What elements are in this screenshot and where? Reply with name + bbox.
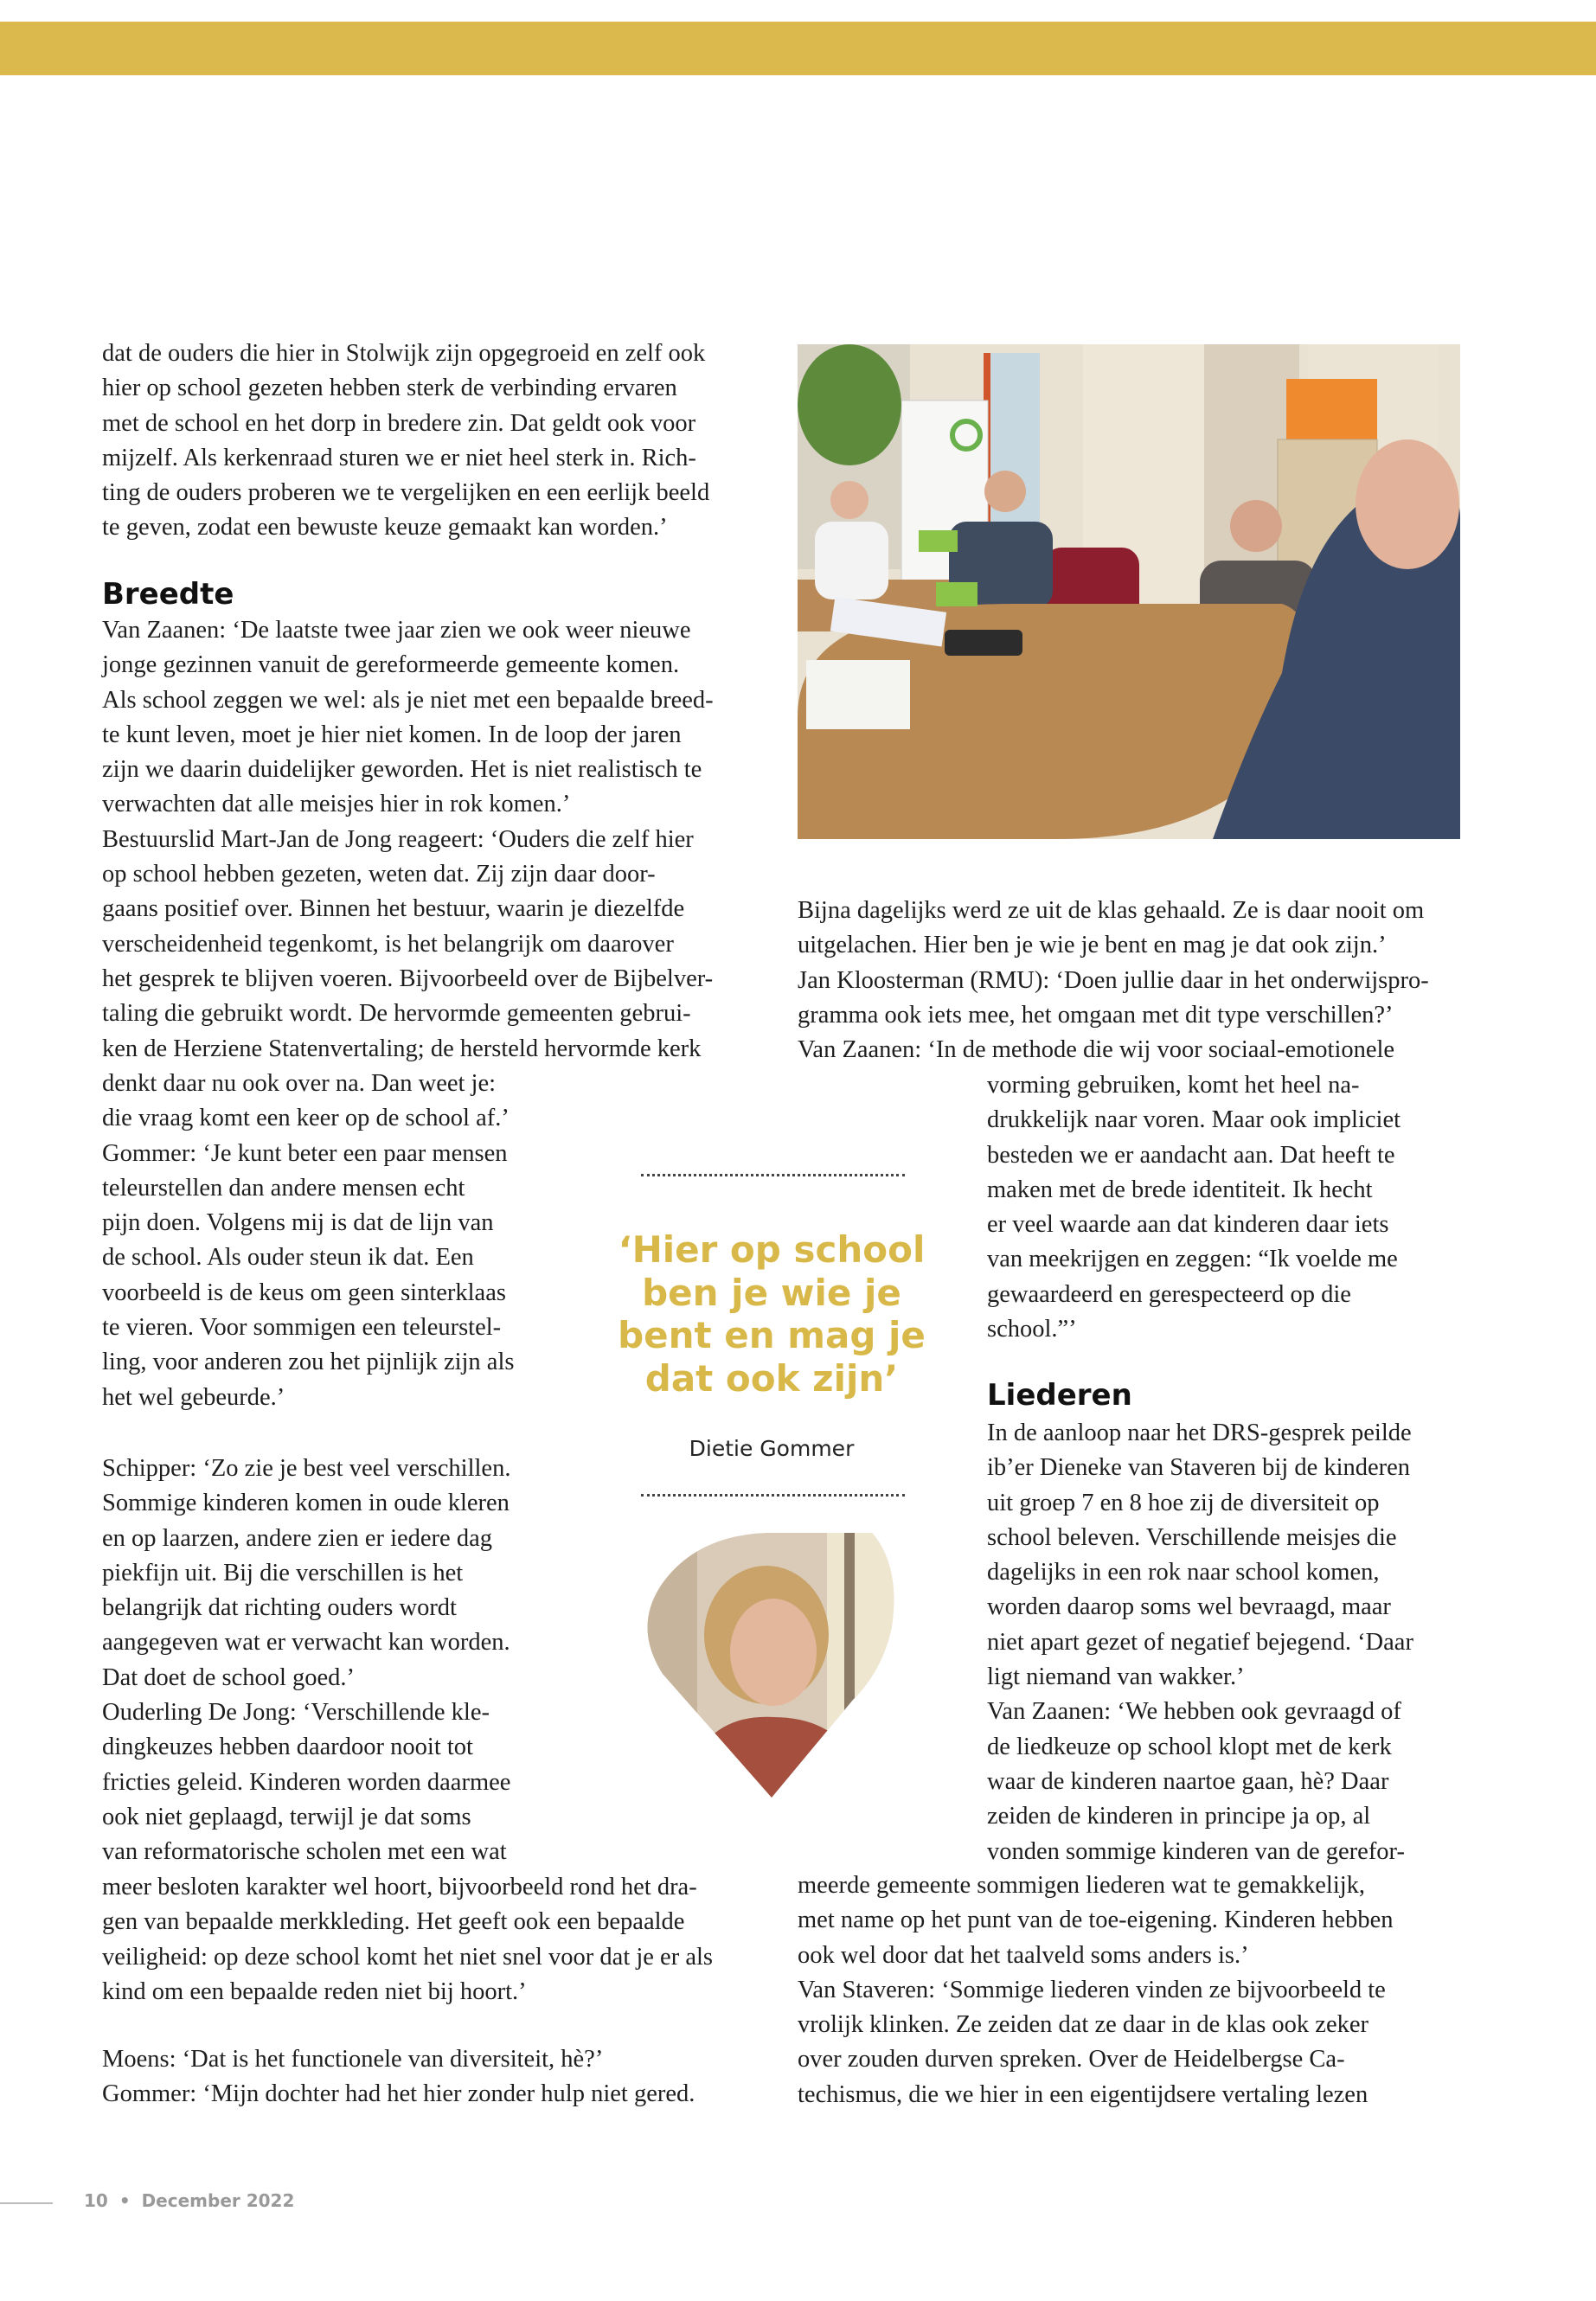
text-line: Ouderling De Jong: ‘Verschillende kle-: [102, 1699, 490, 1727]
text-line: jonge gezinnen vanuit de gereformeerde gemeente komen.: [102, 651, 680, 679]
text-line: gewaardeerd en gerespecteerd op die: [987, 1280, 1351, 1308]
text-line: te vieren. Voor sommigen een teleurstel-: [102, 1314, 502, 1342]
text-line: niet apart gezet of negatief bejegend. ‘Daar: [987, 1628, 1413, 1656]
text-line: verwachten dat alle meisjes hier in rok komen.’: [102, 791, 571, 818]
meeting-photo: [798, 344, 1460, 839]
text-line: uitgelachen. Hier ben je wie je bent en mag je dat ook zijn.’: [798, 932, 1387, 959]
text-line: de school. Als ouder steun ik dat. Een: [102, 1244, 474, 1272]
text-line: ib’er Dieneke van Staveren bij de kinderen: [987, 1454, 1411, 1482]
text-line: hier op school gezeten hebben sterk de verbinding ervaren: [102, 375, 677, 402]
text-line: met de school en het dorp in bredere zin. Dat geldt ook voor: [102, 409, 696, 437]
text-line: zijn we daarin duidelijker geworden. Het is niet realistisch te: [102, 756, 702, 784]
text-line: op school hebben gezeten, weten dat. Zij zijn daar door-: [102, 861, 656, 888]
text-line: Gommer: ‘Je kunt beter een paar mensen: [102, 1139, 508, 1167]
text-line: vonden sommige kinderen van de gerefor-: [987, 1837, 1405, 1865]
text-line: Als school zeggen we wel: als je niet met een bepaalde breed-: [102, 686, 714, 714]
right-text-block-4: [798, 1868, 1394, 2112]
text-line: gramma ook iets mee, het omgaan met dit type verschillen?’: [798, 1001, 1394, 1029]
text-line: Bijna dagelijks werd ze uit de klas gehaald. Ze is daar nooit om: [798, 897, 1425, 924]
text-line: Van Zaanen: ‘In de methode die wij voor sociaal-emotionele: [798, 1036, 1395, 1064]
text-line: er veel waarde aan dat kinderen daar iets: [987, 1211, 1389, 1239]
quote-divider-top: [641, 1174, 905, 1176]
text-line: vorming gebruiken, komt het heel na-: [987, 1072, 1360, 1099]
text-line: teleurstellen dan andere mensen echt: [102, 1174, 465, 1202]
top-accent-bar: [0, 22, 1596, 75]
left-text-block-3: [102, 1067, 514, 1415]
quote-divider-bottom: [641, 1494, 905, 1497]
page-footer: [84, 2190, 294, 2211]
text-line: ken de Herziene Statenvertaling; de hersteld hervormde kerk: [102, 1035, 702, 1062]
text-line: het gesprek te blijven voeren. Bijvoorbeeld over de Bijbelver-: [102, 965, 714, 992]
text-line: ook niet geplaagd, terwijl je dat soms: [102, 1803, 471, 1830]
text-line: verscheidenheid tegenkomt, is het belangrijk om daarover: [102, 930, 674, 958]
pull-quote: ‘Hier op school ben je wie je bent en mag je dat ook zijn’: [618, 1228, 926, 1400]
text-line: kind om een bepaalde reden niet bij hoort.’: [102, 1977, 527, 2005]
quote-attribution: Dietie Gommer: [689, 1436, 855, 1461]
text-line: dagelijks in een rok naar school komen,: [987, 1559, 1380, 1586]
text-line: te geven, zodat een bewuste keuze gemaakt kan worden.’: [102, 514, 668, 542]
text-line: techismus, die we hier in een eigentijdsere vertaling lezen: [798, 2080, 1368, 2108]
text-line: Van Zaanen: ‘We hebben ook gevraagd of: [987, 1698, 1401, 1726]
text-line: ling, voor anderen zou het pijnlijk zijn als: [102, 1349, 515, 1376]
text-line: taling die gebruikt wordt. De hervormde gemeenten gebrui-: [102, 1000, 691, 1028]
text-line: Sommige kinderen komen in oude kleren: [102, 1490, 510, 1517]
text-line: school beleven. Verschillende meisjes die: [987, 1523, 1397, 1551]
text-line: ook wel door dat het taalveld soms anders is.’: [798, 1941, 1249, 1969]
issue-date: December 2022: [141, 2190, 295, 2211]
page-number: 10: [84, 2190, 108, 2211]
text-line: Moens: ‘Dat is het functionele van diversiteit, hè?’: [102, 2046, 604, 2073]
text-line: ligt niemand van wakker.’: [987, 1663, 1245, 1691]
text-line: Bestuurslid Mart-Jan de Jong reageert: ‘Ouders die zelf hier: [102, 825, 694, 853]
text-line: aangegeven wat er verwacht kan worden.: [102, 1629, 510, 1657]
text-line: vrolijk klinken. Ze zeiden dat ze daar in de klas ook zeker: [798, 2011, 1368, 2039]
text-line: Van Zaanen: ‘De laatste twee jaar zien we ook weer nieuwe: [102, 617, 691, 644]
text-line: pijn doen. Volgens mij is dat de lijn van: [102, 1209, 494, 1237]
section-heading-liederen: Liederen: [987, 1378, 1132, 1413]
text-line: dingkeuzes hebben daardoor nooit tot: [102, 1734, 473, 1761]
text-line: piekfijn uit. Bij die verschillen is het: [102, 1559, 464, 1586]
text-line: fricties geleid. Kinderen worden daarmee: [102, 1768, 511, 1796]
left-text-block-2: [102, 613, 714, 1067]
text-line: ting de ouders proberen we te vergelijken en een eerlijk beeld: [102, 479, 710, 507]
right-text-block-1: [798, 894, 1429, 1067]
text-line: uit groep 7 en 8 hoe zij de diversiteit op: [987, 1489, 1380, 1516]
text-line: In de aanloop naar het DRS-gesprek peilde: [987, 1420, 1412, 1446]
text-line: over zouden durven spreken. Over de Heidelbergse Ca-: [798, 2046, 1345, 2073]
portrait-photo: [645, 1531, 898, 1799]
text-line: besteden we er aandacht aan. Dat heeft te: [987, 1141, 1395, 1169]
text-line: Schipper: ‘Zo zie je best veel verschillen.: [102, 1455, 511, 1482]
text-line: die vraag komt een keer op de school af.’: [102, 1105, 510, 1132]
text-line: gaans positief over. Binnen het bestuur, waarin je diezelfde: [102, 895, 685, 923]
text-line: denkt daar nu ook over na. Dan weet je:: [102, 1070, 497, 1097]
text-line: drukkelijk naar voren. Maar ook impliciet: [987, 1106, 1401, 1134]
text-line: worden daarop soms wel bevraagd, maar: [987, 1593, 1391, 1621]
section-heading-breedte: Breedte: [102, 577, 234, 612]
left-text-block-6: [102, 2042, 695, 2112]
text-line: Jan Kloosterman (RMU): ‘Doen jullie daar in het onderwijspro-: [798, 966, 1429, 994]
text-line: Dat doet de school goed.’: [102, 1663, 356, 1691]
text-line: dat de ouders die hier in Stolwijk zijn opgegroeid en zelf ook: [102, 340, 706, 367]
left-text-block-4: [102, 1452, 510, 1870]
text-line: meerde gemeente sommigen liederen wat te gemakkelijk,: [798, 1872, 1366, 1899]
text-line: waar de kinderen naartoe gaan, hè? Daar: [987, 1767, 1389, 1795]
text-line: te kunt leven, moet je hier niet komen. In de loop der jaren: [102, 721, 682, 748]
text-line: meer besloten karakter wel hoort, bijvoorbeeld rond het dra-: [102, 1874, 697, 1900]
text-line: mijzelf. Als kerkenraad sturen we er niet heel sterk in. Rich-: [102, 444, 696, 471]
right-text-block-2: [987, 1068, 1401, 1347]
footer-separator: •: [119, 2190, 131, 2211]
text-line: van meekrijgen en zeggen: “Ik voelde me: [987, 1246, 1398, 1273]
text-line: school.”’: [987, 1316, 1077, 1343]
text-line: veiligheid: op deze school komt het niet snel voor dat je er als: [102, 1943, 713, 1971]
text-line: maken met de brede identiteit. Ik hecht: [987, 1176, 1373, 1203]
left-text-block-5: [102, 1870, 713, 2009]
text-line: voorbeeld is de keus om geen sinterklaas: [102, 1279, 506, 1306]
text-line: het wel gebeurde.’: [102, 1383, 285, 1411]
text-line: belangrijk dat richting ouders wordt: [102, 1594, 457, 1622]
footer-rule: [0, 2202, 53, 2204]
text-line: van reformatorische scholen met een wat: [102, 1838, 507, 1866]
text-line: Gommer: ‘Mijn dochter had het hier zonder hulp niet gered.: [102, 2080, 695, 2108]
text-line: met name op het punt van de toe-eigening. Kinderen hebben: [798, 1907, 1394, 1934]
text-line: zeiden de kinderen in principe ja op, al: [987, 1803, 1371, 1830]
right-text-block-3: [987, 1416, 1413, 1869]
left-text-block-1: [102, 336, 709, 546]
text-line: en op laarzen, andere zien er iedere dag: [102, 1524, 492, 1552]
text-line: gen van bepaalde merkkleding. Het geeft ook een bepaalde: [102, 1908, 685, 1936]
text-line: de liedkeuze op school klopt met de kerk: [987, 1733, 1392, 1760]
text-line: Van Staveren: ‘Sommige liederen vinden ze bijvoorbeeld te: [798, 1976, 1386, 2003]
